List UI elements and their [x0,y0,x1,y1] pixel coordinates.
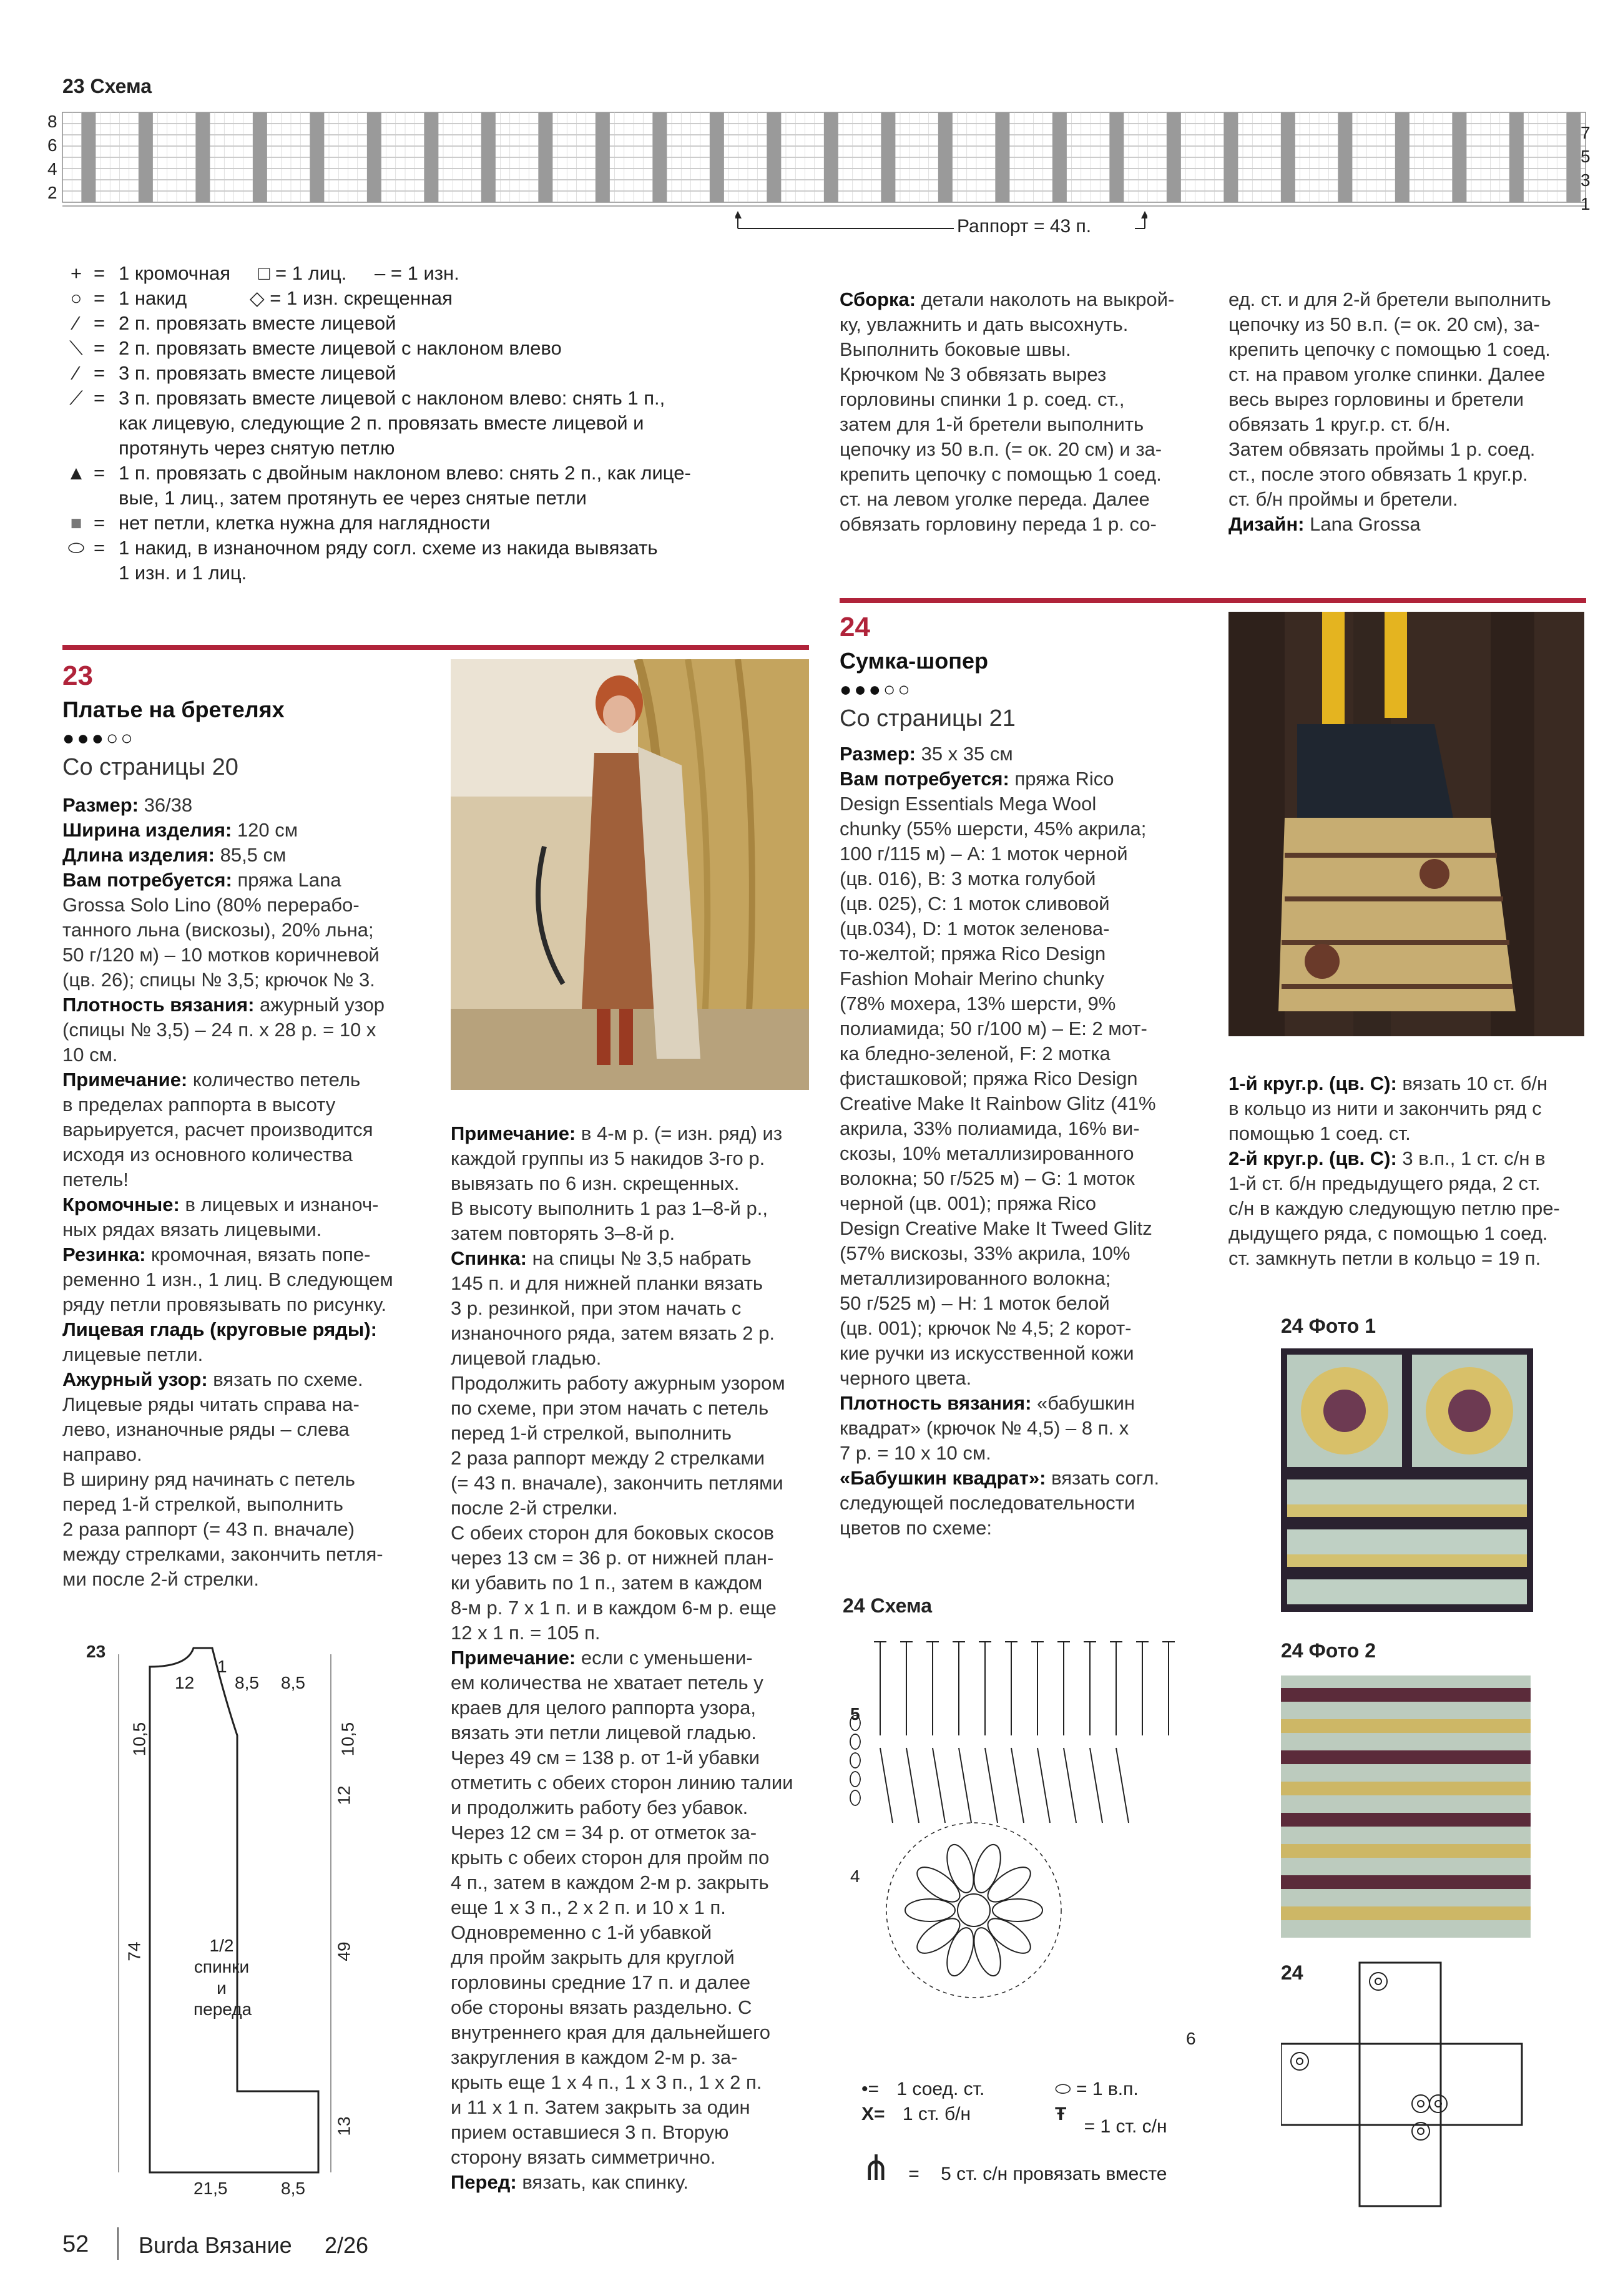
text-line: ст. на левом уголке переда. Далее [840,488,1150,510]
cluster-legend: ⋔ = 5 ст. с/н провязать вместе [861,2148,1167,2187]
no-stitch-cell [710,112,724,202]
text-line: Длина изделия: 85,5 см [62,844,287,866]
section-divider [62,645,809,650]
text-line: обе стороны вязать раздельно. С [451,1996,752,2018]
slip-stitch-legend: •= 1 соед. ст. [861,2079,985,2099]
project23-text-col1 [62,793,424,1592]
text-line: волокна; 50 г/525 м) – G: 1 моток [840,1167,1135,1189]
text-line: В ширину ряд начинать с петель [62,1468,355,1490]
text-line: Вам потребуется: пряжа Rico [840,768,1114,790]
text-line: Резинка: кромочная, вязать попе- [62,1244,371,1265]
text-line: с/н в каждую следующую петлю пре- [1228,1197,1560,1219]
text-line: дыдущего ряда, с помощью 1 соед. [1228,1222,1548,1244]
text-line: скозы, 10% металлизированного [840,1142,1134,1164]
text-line: еще 1 х 3 п., 2 х 2 п. и 10 х 1 п. [451,1896,726,1918]
text-line: Затем обвязать проймы 1 р. соед. [1228,438,1536,460]
text-line: крепить цепочку с помощью 1 соед. [840,463,1162,485]
chart-row-numbers-right [1581,121,1591,216]
text-line: 2-й круг.р. (цв. C): 3 в.п., 1 ст. с/н в [1228,1147,1546,1169]
text-line: 8-м р. 7 х 1 п. и в каждом 6-м р. еще [451,1597,777,1619]
text-line: прием оставшиеся 3 п. Вторую [451,2121,729,2143]
text-line: (= 43 п. вначале), закончить петлями [451,1472,783,1494]
text-line: (57% вискозы, 33% акрила, 10% [840,1242,1130,1264]
chain-icon: ⬭ [1055,2079,1071,2099]
text-line: ременно 1 изн., 1 лиц. В следующем [62,1268,393,1290]
page-reference: Со страницы 20 [62,754,238,780]
text-line: Design Essentials Mega Wool [840,793,1097,815]
no-stitch-cell [253,112,267,202]
text-line: краев для целого раппорта узора, [451,1697,756,1719]
text-line: ки убавить по 1 п., затем в каждом [451,1572,763,1594]
text-line: Кромочные: в лицевых и изнаноч- [62,1194,379,1215]
text-line: вывязать по 6 изн. скрещенных. [451,1172,740,1194]
text-line: Плотность вязания: ажурный узор [62,994,385,1016]
text-line: каждой группы из 5 накидов 3-го р. [451,1147,765,1169]
text-line: Спинка: на спицы № 3,5 набрать [451,1247,752,1269]
text-line: варьируется, расчет производится [62,1119,373,1141]
text-line: лево, изнаночные ряды – слева [62,1418,350,1440]
dress-photo [451,659,809,1090]
legend-row: ■ = нет петли, клетка нужна для наглядности [59,511,490,536]
text-line: обвязать горловину переда 1 р. со- [840,513,1157,535]
row-number: 6 [47,135,57,155]
page-number: 52 [62,2231,89,2257]
no-stitch-cell [1110,112,1124,202]
text-line: ст. замкнуть петли в кольцо = 19 п. [1228,1247,1541,1269]
single-crochet-legend: X= 1 ст. б/н [861,2104,971,2124]
chart-row-numbers-left [47,110,57,205]
text-line: ст., после этого обвязать 1 круг.р. [1228,463,1528,485]
text-line: 2 раза раппорт между 2 стрелками [451,1447,765,1469]
text-line: 50 г/525 м) – H: 1 моток белой [840,1292,1110,1314]
text-line: акрила, 33% полиамида, 16% ви- [840,1117,1140,1139]
text-line: «Бабушкин квадрат»: вязать согл. [840,1467,1160,1489]
knitting-chart [50,107,1598,213]
text-line: перед 1-й стрелкой, выполнить [451,1422,732,1444]
text-line: затем для 1-й бретели выполнить [840,413,1144,435]
granny-square-photo-2 [1281,1675,1531,1938]
dim-label: 10,5 [338,1722,358,1757]
k3tog-icon: ⁄ [74,362,78,384]
text-line: в пределах раппорта в высоту [62,1094,336,1116]
row-number: 4 [850,1867,860,1886]
text-line: Ширина изделия: 120 см [62,819,298,841]
text-line: внутреннего края для дальнейшего [451,2021,770,2043]
text-line: Одновременно с 1-й убавкой [451,1921,712,1943]
text-line: закругления в каждом 2-м р. за- [451,2046,738,2068]
no-stitch-cell [1167,112,1181,202]
rapport-label: Раппорт = 43 п. [957,216,1092,237]
no-stitch-cell [196,112,210,202]
row-number: 1 [1581,194,1591,213]
text-line: исходя из основного количества [62,1144,353,1165]
project23-text-col2 [451,1121,813,2195]
text-line: ем количества не хватает петель у [451,1672,763,1694]
dim-label: 13 [334,2116,354,2136]
text-line: (цв. 025), C: 1 моток сливовой [840,893,1110,915]
text-line: сторону вязать симметрично. [451,2146,716,2168]
legend-row: ⟍ = 2 п. провязать вместе лицевой с наклоном влево [59,336,562,361]
photo1-label: 24 Фото 1 [1281,1315,1376,1337]
text-line: изнаночного ряда, затем вязать 2 р. [451,1322,775,1344]
row-number: 3 [1581,170,1591,190]
text-line: для пройм закрыть для круглой [451,1946,735,1968]
text-line: 145 п. и для нижней планки вязать [451,1272,763,1294]
text-line: 100 г/115 м) – A: 1 моток черной [840,843,1128,865]
text-line: Примечание: количество петель [62,1069,361,1091]
k2tog-icon: ⁄ [74,312,78,334]
text-line: (цв. 016), B: 3 мотка голубой [840,868,1096,890]
no-stitch-cell [424,112,439,202]
legend-row: ○ = 1 накид ◇ = 1 изн. скрещенная [59,286,453,311]
project24-text-col1 [840,742,1214,1541]
text-line: в кольцо из нити и закончить ряд с [1228,1097,1542,1119]
project24-text-col2 [1228,1071,1603,1271]
text-line: крепить цепочку с помощью 1 соед. [1228,338,1551,360]
text-line: фисташковой; пряжа Rico Design [840,1067,1138,1089]
double-crochet-legend: Ŧ = 1 ст. с/н [1055,2104,1167,2137]
legend-row: ⁄ = 2 п. провязать вместе лицевой [59,311,396,336]
text-line: кие ручки из искусственной кожи [840,1342,1134,1364]
no-stitch-cell [653,112,667,202]
text-line: Лицевые ряды читать справа на- [62,1393,360,1415]
text-line: ст. б/н проймы и бретели. [1228,488,1458,510]
granny-square-photo-1 [1281,1348,1533,1612]
no-stitch-cell [82,112,96,202]
yarn-over-icon: ○ [70,287,82,309]
text-line: (цв. 26); спицы № 3,5; крючок № 3. [62,969,375,991]
text-line: цепочку из 50 в.п. (= ок. 20 см), за- [1228,313,1540,335]
schematic-center-label: 1/2 спинки и переда [194,1936,252,2019]
text-line: весь вырез горловины и бретели [1228,388,1524,410]
text-line: через 13 см = 36 р. от нижней план- [451,1547,774,1569]
text-line: по схеме, при этом начать с петель [451,1397,769,1419]
text-line: Примечание: если с уменьшени- [451,1647,753,1669]
project-number: 23 [62,660,93,691]
text-line: 1-й круг.р. (цв. C): вязать 10 ст. б/н [1228,1072,1548,1094]
text-line: черной (цв. 001); пряжа Rico [840,1192,1097,1214]
difficulty-rating: ●●●○○ [840,678,913,700]
no-stitch-cell [1052,112,1067,202]
text-line: цветов по схеме: [840,1517,992,1539]
no-stitch-cell [996,112,1010,202]
no-stitch-cell [1453,112,1467,202]
bag-photo [1228,612,1584,1036]
chart-title: 23 Схема [62,75,152,97]
text-line: (78% мохера, 13% шерсти, 9% [840,993,1116,1014]
layout-label: 24 [1281,1961,1303,1984]
section-divider [840,598,1586,603]
double-crochet-icon: Ŧ [1055,2104,1067,2124]
text-line: танного льна (вискозы), 20% льна; [62,919,374,941]
dim-label: 12 [175,1673,195,1692]
legend-row: ▲ = 1 п. провязать с двойным наклоном влево: снять 2 п., как лице- вые, 1 лиц., затем протянуть ее через снятые петли [59,461,691,511]
row-number: 2 [47,183,57,202]
text-line: 4 п., затем в каждом 2-м р. закрыть [451,1872,769,1893]
project-title: Платье на бретелях [62,697,285,722]
legend-row: + = 1 кромочная □ = 1 лиц. – = 1 изн. [59,261,459,286]
no-stitch-icon: ■ [70,512,82,534]
text-line: Design Creative Make It Tweed Glitz [840,1217,1152,1239]
no-stitch-cell [367,112,381,202]
text-line: 2 раза раппорт (= 43 п. вначале) [62,1518,355,1540]
text-line: ст. на правом уголке спинки. Далее [1228,363,1546,385]
no-stitch-cell [481,112,496,202]
row-number: 5 [1581,147,1591,166]
text-line: ряду петли провязывать по рисунку. [62,1293,386,1315]
text-line: 3 р. резинкой, при этом начать с [451,1297,742,1319]
dim-label: 10,5 [129,1722,149,1757]
text-line: крыть с обеих сторон для пройм по [451,1847,770,1868]
text-line: обвязать 1 круг.р. ст. б/н. [1228,413,1451,435]
text-line: черного цвета. [840,1367,972,1389]
chain-legend: ⬭ = 1 в.п. [1055,2079,1139,2099]
no-stitch-cell [139,112,153,202]
text-line: Вам потребуется: пряжа Lana [62,869,341,891]
legend-row: ⁄ = 3 п. провязать вместе лицевой [59,361,396,386]
text-line: Размер: 35 x 35 см [840,743,1013,765]
photo2-label: 24 Фото 2 [1281,1639,1376,1662]
text-line: полиамида; 50 г/100 м) – E: 2 мот- [840,1018,1147,1039]
text-line: (спицы № 3,5) – 24 п. х 28 р. = 10 х [62,1019,376,1041]
cluster-icon: ⋔ [861,2148,891,2187]
text-line: помощью 1 соед. ст. [1228,1122,1411,1144]
text-line: Перед: вязать, как спинку. [451,2171,689,2193]
dim-label: 8,5 [281,2179,305,2198]
text-line: квадрат» (крючок № 4,5) – 8 п. х [840,1417,1129,1439]
no-stitch-cell [767,112,782,202]
no-stitch-cell [596,112,610,202]
text-line: ед. ст. и для 2-й бретели выполнить [1228,288,1551,310]
granny-square-crochet-chart [836,1623,1248,2060]
dim-label: 21,5 [194,2179,228,2198]
text-line: и 11 х 1 п. Затем закрыть за один [451,2096,750,2118]
text-line: лицевые петли. [62,1343,203,1365]
text-line: ку, увлажнить и дать высохнуть. [840,313,1129,335]
text-line: (цв. 001); крючок № 4,5; 2 корот- [840,1317,1132,1339]
no-stitch-cell [938,112,953,202]
ssk-icon: ⟍ [69,337,83,359]
row-number: 5 [850,1704,860,1724]
project-number: 24 [840,612,870,642]
text-line: между стрелками, закончить петля- [62,1543,383,1565]
text-line: вязать эти петли лицевой гладью. [451,1722,757,1744]
text-line: Fashion Mohair Merino chunky [840,968,1104,989]
assembly-col1 [840,287,1214,537]
dim-label: 12 [334,1785,354,1805]
text-line: Creative Make It Rainbow Glitz (41% [840,1092,1156,1114]
dress-pattern-schematic [81,1642,375,2204]
dim-label: 8,5 [281,1673,305,1692]
assembly-col2 [1228,287,1603,537]
no-stitch-cell [1567,112,1581,202]
no-stitch-cell [1281,112,1295,202]
text-line: затем повторять 3–8-й р. [451,1222,675,1244]
page-reference: Со страницы 21 [840,705,1016,732]
sk2p-icon: ⟋ [69,387,83,409]
text-line: направо. [62,1443,142,1465]
text-line: Через 12 см = 34 р. от отметок за- [451,1822,757,1843]
text-line: петель! [62,1169,129,1190]
text-line: Крючком № 3 обвязать вырез [840,363,1107,385]
schematic-label: 23 [86,1642,106,1661]
text-line: В высоту выполнить 1 раз 1–8-й р., [451,1197,768,1219]
text-line: Плотность вязания: «бабушкин [840,1392,1135,1414]
no-stitch-cell [824,112,838,202]
no-stitch-cell [539,112,553,202]
row-number: 6 [1186,2029,1196,2048]
text-line: Продолжить работу ажурным узором [451,1372,785,1394]
row-number: 8 [47,112,57,131]
text-line: следующей последовательности [840,1492,1135,1514]
text-line: ка бледно-зеленой, F: 2 мотка [840,1043,1111,1064]
text-line: Размер: 36/38 [62,794,193,816]
text-line: то-желтой; пряжа Rico Design [840,943,1106,964]
text-line: горловины спинки 1 р. соед. ст., [840,388,1125,410]
no-stitch-cell [310,112,325,202]
crochet-legend [861,2079,1248,2222]
text-line: ми после 2-й стрелки. [62,1568,259,1590]
double-decrease-icon: ▲ [66,462,86,484]
rapport-indicator [735,211,1147,236]
magazine-name: Burda Вязание [139,2232,292,2258]
text-line: металлизированного волокна; [840,1267,1111,1289]
text-line: 7 р. = 10 х 10 см. [840,1442,991,1464]
text-line: после 2-й стрелки. [451,1497,618,1519]
text-line: 10 см. [62,1044,118,1066]
dim-label: 8,5 [235,1673,259,1692]
text-line: Дизайн: Lana Grossa [1228,513,1421,535]
single-crochet-icon: X= [861,2104,885,2124]
text-line: перед 1-й стрелкой, выполнить [62,1493,343,1515]
text-line: цепочку из 50 в.п. (= ок. 20 см) и за- [840,438,1162,460]
text-line: Примечание: в 4-м р. (= изн. ряд) из [451,1122,783,1144]
text-line: С обеих сторон для боковых скосов [451,1522,774,1544]
slip-stitch-icon: •= [861,2079,880,2099]
text-line: Через 49 см = 138 р. от 1-й убавки [451,1747,760,1769]
bag-layout-diagram [1281,1960,1556,2222]
text-line: ных рядах вязать лицевыми. [62,1219,322,1240]
legend-row: ⬭ = 1 накид, в изнаночном ряду согл. схеме из накида вывязать 1 изн. и 1 лиц. [59,536,658,586]
legend-row: ⟋ = 3 п. провязать вместе лицевой с наклоном влево: снять 1 п., как лицевую, следующие 2 п. провязать вместе лицевой и протянуть через снятую петлю [59,386,665,461]
text-line: 12 х 1 п. = 105 п. [451,1622,601,1644]
row-number: 4 [47,159,57,179]
text-line: отметить с обеих сторон линию талии [451,1772,793,1793]
text-line: Ажурный узор: вязать по схеме. [62,1368,363,1390]
text-line: Grossa Solo Lino (80% перерабо- [62,894,360,916]
no-stitch-cell [1395,112,1410,202]
no-stitch-cell [881,112,896,202]
text-line: Лицевая гладь (круговые ряды): [62,1318,377,1340]
text-line: Сборка: детали наколоть на выкрой- [840,288,1175,310]
row-number: 7 [1581,123,1591,142]
dim-label: 1 [217,1657,227,1676]
difficulty-rating: ●●●○○ [62,727,135,749]
text-line: (цв.034), D: 1 моток зеленова- [840,918,1110,939]
crochet-schema-title: 24 Схема [843,1594,933,1617]
text-line: 50 г/120 м) – 10 мотков коричневой [62,944,380,966]
text-line: горловины средние 17 п. и далее [451,1971,751,1993]
edge-stitch-icon: + [70,262,82,284]
dim-label: 74 [124,1941,144,1961]
issue-number: 2/26 [325,2232,369,2258]
text-line: и продолжить работу без убавок. [451,1797,748,1818]
project-title: Сумка-шопер [840,648,988,674]
text-line: chunky (55% шерсти, 45% акрила; [840,818,1147,840]
yarn-over-oval-icon: ⬭ [67,537,85,559]
text-line: 1-й ст. б/н предыдущего ряда, 2 ст. [1228,1172,1541,1194]
text-line: лицевой гладью. [451,1347,602,1369]
dim-label: 49 [334,1941,354,1961]
no-stitch-cell [1338,112,1353,202]
text-line: крыть еще 1 х 4 п., 1 х 3 п., 1 х 2 п. [451,2071,762,2093]
no-stitch-cell [1224,112,1238,202]
no-stitch-cell [1509,112,1524,202]
footer-divider [117,2227,119,2260]
text-line: Выполнить боковые швы. [840,338,1071,360]
